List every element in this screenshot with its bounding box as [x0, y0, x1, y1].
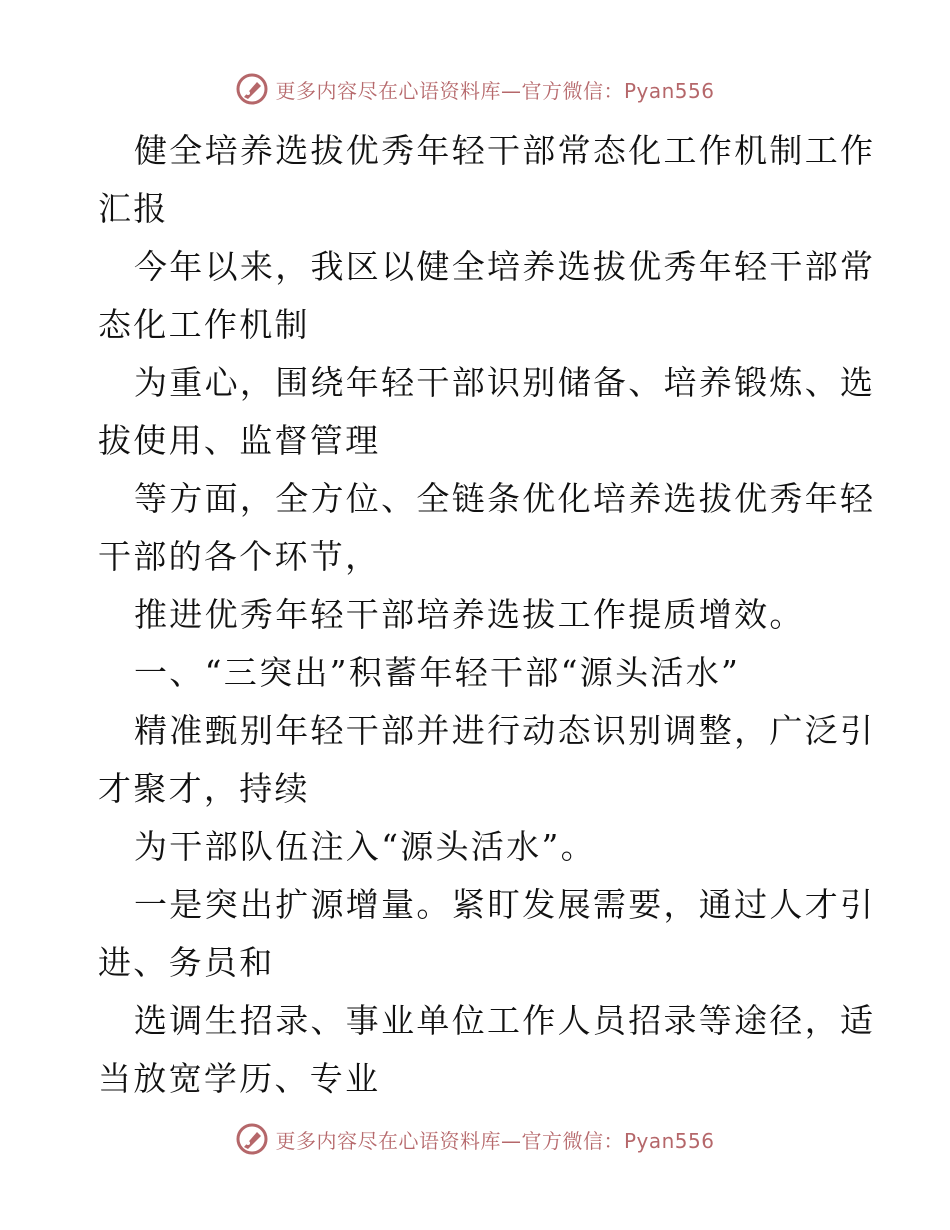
paragraph-line: 选调生招录、事业单位工作人员招录等途径，适 — [134, 1001, 876, 1040]
paragraph-line: 当放宽学历、专业 — [98, 1059, 381, 1098]
paragraph-line: 态化工作机制 — [98, 305, 310, 344]
section-heading: 一、“三突出”积蓄年轻干部“源头活水” — [134, 653, 741, 692]
watermark-text: 更多内容尽在心语资料库—官方微信：Pyan556 — [275, 1128, 715, 1153]
paragraph-line: 干部的各个环节， — [98, 537, 381, 576]
paragraph-line: 精准甄别年轻干部并进行动态识别调整，广泛引 — [134, 711, 876, 750]
watermark-text: 更多内容尽在心语资料库—官方微信：Pyan556 — [275, 78, 715, 103]
watermark-footer — [0, 1122, 950, 1156]
paragraph-line: 才聚才，持续 — [98, 769, 310, 808]
document-body — [98, 122, 876, 1108]
paragraph-line: 健全培养选拔优秀年轻干部常态化工作机制工作 — [134, 131, 876, 170]
paragraph-line: 今年以来，我区以健全培养选拔优秀年轻干部常 — [134, 247, 876, 286]
paragraph-line: 汇报 — [98, 189, 169, 228]
paragraph-line: 为干部队伍注入“源头活水”。 — [134, 827, 596, 866]
pen-nib-logo-icon — [235, 72, 269, 106]
paragraph-line: 等方面，全方位、全链条优化培养选拔优秀年轻 — [134, 479, 876, 518]
paragraph-line: 一是突出扩源增量。紧盯发展需要，通过人才引 — [134, 885, 876, 924]
paragraph-line: 为重心，围绕年轻干部识别储备、培养锻炼、选 — [134, 363, 876, 402]
watermark-header — [0, 72, 950, 106]
paragraph-line: 进、务员和 — [98, 943, 275, 982]
paragraph-line: 推进优秀年轻干部培养选拔工作提质增效。 — [134, 595, 805, 634]
pen-nib-logo-icon — [235, 1122, 269, 1156]
paragraph-line: 拔使用、监督管理 — [98, 421, 381, 460]
